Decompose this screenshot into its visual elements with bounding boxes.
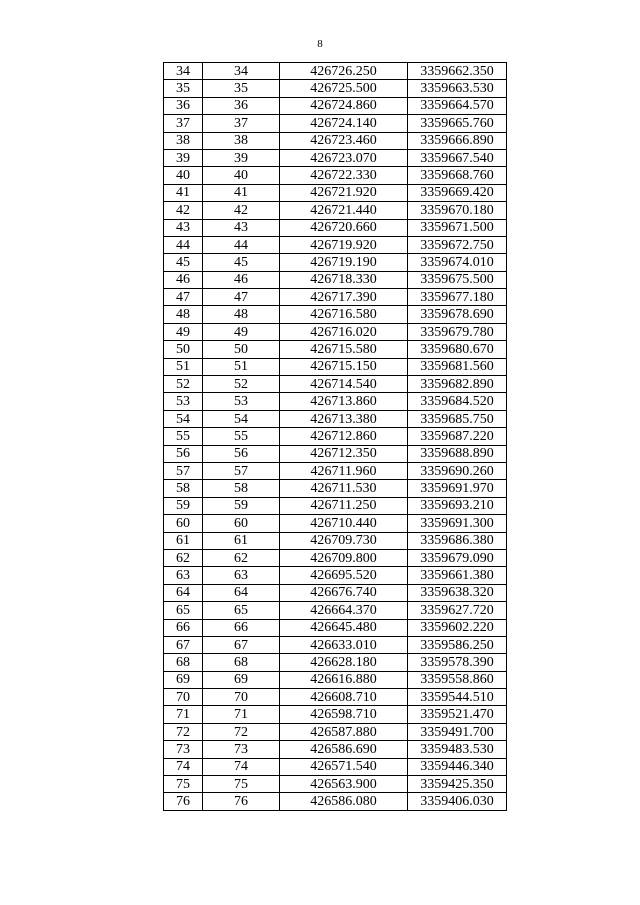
- row-index-cell: 59: [164, 497, 203, 514]
- y-coordinate-cell: 3359602.220: [408, 619, 507, 636]
- point-number-cell: 51: [203, 358, 280, 375]
- table-row: [164, 654, 507, 671]
- row-index-cell: 42: [164, 202, 203, 219]
- point-number-cell: 41: [203, 184, 280, 201]
- y-coordinate-cell: 3359682.890: [408, 376, 507, 393]
- row-index-cell: 51: [164, 358, 203, 375]
- y-coordinate-cell: 3359671.500: [408, 219, 507, 236]
- y-coordinate-cell: 3359544.510: [408, 689, 507, 706]
- x-coordinate-cell: 426711.960: [280, 462, 408, 479]
- row-index-cell: 35: [164, 80, 203, 97]
- y-coordinate-cell: 3359679.090: [408, 549, 507, 566]
- point-number-cell: 44: [203, 236, 280, 253]
- coordinates-table-body: [164, 63, 507, 811]
- point-number-cell: 61: [203, 532, 280, 549]
- table-row: [164, 358, 507, 375]
- y-coordinate-cell: 3359406.030: [408, 793, 507, 810]
- row-index-cell: 52: [164, 376, 203, 393]
- row-index-cell: 75: [164, 776, 203, 793]
- table-row: [164, 619, 507, 636]
- row-index-cell: 58: [164, 480, 203, 497]
- point-number-cell: 62: [203, 549, 280, 566]
- y-coordinate-cell: 3359661.380: [408, 567, 507, 584]
- table-row: [164, 254, 507, 271]
- row-index-cell: 76: [164, 793, 203, 810]
- point-number-cell: 36: [203, 97, 280, 114]
- x-coordinate-cell: 426608.710: [280, 689, 408, 706]
- y-coordinate-cell: 3359685.750: [408, 410, 507, 427]
- table-row: [164, 80, 507, 97]
- table-row: [164, 671, 507, 688]
- table-row: [164, 584, 507, 601]
- table-row: [164, 497, 507, 514]
- point-number-cell: 48: [203, 306, 280, 323]
- x-coordinate-cell: 426724.860: [280, 97, 408, 114]
- y-coordinate-cell: 3359638.320: [408, 584, 507, 601]
- row-index-cell: 67: [164, 636, 203, 653]
- table-row: [164, 184, 507, 201]
- table-row: [164, 636, 507, 653]
- table-row: [164, 689, 507, 706]
- point-number-cell: 71: [203, 706, 280, 723]
- x-coordinate-cell: 426712.860: [280, 428, 408, 445]
- y-coordinate-cell: 3359670.180: [408, 202, 507, 219]
- x-coordinate-cell: 426719.920: [280, 236, 408, 253]
- y-coordinate-cell: 3359627.720: [408, 602, 507, 619]
- y-coordinate-cell: 3359674.010: [408, 254, 507, 271]
- point-number-cell: 72: [203, 723, 280, 740]
- x-coordinate-cell: 426664.370: [280, 602, 408, 619]
- table-row: [164, 462, 507, 479]
- x-coordinate-cell: 426716.020: [280, 323, 408, 340]
- point-number-cell: 47: [203, 289, 280, 306]
- point-number-cell: 58: [203, 480, 280, 497]
- point-number-cell: 73: [203, 741, 280, 758]
- y-coordinate-cell: 3359690.260: [408, 462, 507, 479]
- table-row: [164, 532, 507, 549]
- table-row: [164, 793, 507, 810]
- y-coordinate-cell: 3359691.970: [408, 480, 507, 497]
- row-index-cell: 74: [164, 758, 203, 775]
- table-row: [164, 706, 507, 723]
- point-number-cell: 50: [203, 341, 280, 358]
- x-coordinate-cell: 426695.520: [280, 567, 408, 584]
- table-row: [164, 741, 507, 758]
- y-coordinate-cell: 3359677.180: [408, 289, 507, 306]
- x-coordinate-cell: 426717.390: [280, 289, 408, 306]
- x-coordinate-cell: 426710.440: [280, 515, 408, 532]
- row-index-cell: 64: [164, 584, 203, 601]
- point-number-cell: 43: [203, 219, 280, 236]
- y-coordinate-cell: 3359558.860: [408, 671, 507, 688]
- point-number-cell: 52: [203, 376, 280, 393]
- table-row: [164, 323, 507, 340]
- row-index-cell: 53: [164, 393, 203, 410]
- table-row: [164, 149, 507, 166]
- table-row: [164, 236, 507, 253]
- table-row: [164, 602, 507, 619]
- row-index-cell: 57: [164, 462, 203, 479]
- x-coordinate-cell: 426711.530: [280, 480, 408, 497]
- row-index-cell: 38: [164, 132, 203, 149]
- y-coordinate-cell: 3359491.700: [408, 723, 507, 740]
- row-index-cell: 34: [164, 63, 203, 80]
- table-row: [164, 63, 507, 80]
- table-row: [164, 306, 507, 323]
- row-index-cell: 68: [164, 654, 203, 671]
- row-index-cell: 37: [164, 115, 203, 132]
- y-coordinate-cell: 3359686.380: [408, 532, 507, 549]
- row-index-cell: 71: [164, 706, 203, 723]
- x-coordinate-cell: 426721.920: [280, 184, 408, 201]
- x-coordinate-cell: 426711.250: [280, 497, 408, 514]
- table-row: [164, 480, 507, 497]
- row-index-cell: 66: [164, 619, 203, 636]
- table-row: [164, 723, 507, 740]
- point-number-cell: 76: [203, 793, 280, 810]
- x-coordinate-cell: 426715.150: [280, 358, 408, 375]
- row-index-cell: 47: [164, 289, 203, 306]
- point-number-cell: 65: [203, 602, 280, 619]
- y-coordinate-cell: 3359666.890: [408, 132, 507, 149]
- x-coordinate-cell: 426718.330: [280, 271, 408, 288]
- y-coordinate-cell: 3359521.470: [408, 706, 507, 723]
- table-row: [164, 202, 507, 219]
- x-coordinate-cell: 426715.580: [280, 341, 408, 358]
- point-number-cell: 60: [203, 515, 280, 532]
- row-index-cell: 46: [164, 271, 203, 288]
- table-row: [164, 428, 507, 445]
- table-row: [164, 515, 507, 532]
- point-number-cell: 53: [203, 393, 280, 410]
- y-coordinate-cell: 3359678.690: [408, 306, 507, 323]
- table-row: [164, 132, 507, 149]
- x-coordinate-cell: 426713.860: [280, 393, 408, 410]
- row-index-cell: 45: [164, 254, 203, 271]
- x-coordinate-cell: 426633.010: [280, 636, 408, 653]
- point-number-cell: 68: [203, 654, 280, 671]
- point-number-cell: 57: [203, 462, 280, 479]
- point-number-cell: 54: [203, 410, 280, 427]
- table-row: [164, 776, 507, 793]
- point-number-cell: 64: [203, 584, 280, 601]
- row-index-cell: 73: [164, 741, 203, 758]
- table-row: [164, 549, 507, 566]
- y-coordinate-cell: 3359680.670: [408, 341, 507, 358]
- y-coordinate-cell: 3359675.500: [408, 271, 507, 288]
- point-number-cell: 45: [203, 254, 280, 271]
- y-coordinate-cell: 3359687.220: [408, 428, 507, 445]
- x-coordinate-cell: 426726.250: [280, 63, 408, 80]
- row-index-cell: 44: [164, 236, 203, 253]
- y-coordinate-cell: 3359483.530: [408, 741, 507, 758]
- y-coordinate-cell: 3359672.750: [408, 236, 507, 253]
- point-number-cell: 66: [203, 619, 280, 636]
- row-index-cell: 50: [164, 341, 203, 358]
- row-index-cell: 60: [164, 515, 203, 532]
- row-index-cell: 54: [164, 410, 203, 427]
- row-index-cell: 48: [164, 306, 203, 323]
- row-index-cell: 55: [164, 428, 203, 445]
- row-index-cell: 43: [164, 219, 203, 236]
- table-row: [164, 567, 507, 584]
- x-coordinate-cell: 426713.380: [280, 410, 408, 427]
- x-coordinate-cell: 426723.070: [280, 149, 408, 166]
- row-index-cell: 72: [164, 723, 203, 740]
- y-coordinate-cell: 3359681.560: [408, 358, 507, 375]
- y-coordinate-cell: 3359446.340: [408, 758, 507, 775]
- table-row: [164, 445, 507, 462]
- table-row: [164, 271, 507, 288]
- row-index-cell: 62: [164, 549, 203, 566]
- x-coordinate-cell: 426709.800: [280, 549, 408, 566]
- coordinates-table: [163, 62, 507, 811]
- y-coordinate-cell: 3359665.760: [408, 115, 507, 132]
- page-number: 8: [317, 38, 323, 50]
- x-coordinate-cell: 426720.660: [280, 219, 408, 236]
- x-coordinate-cell: 426721.440: [280, 202, 408, 219]
- x-coordinate-cell: 426724.140: [280, 115, 408, 132]
- x-coordinate-cell: 426587.880: [280, 723, 408, 740]
- y-coordinate-cell: 3359668.760: [408, 167, 507, 184]
- row-index-cell: 56: [164, 445, 203, 462]
- x-coordinate-cell: 426628.180: [280, 654, 408, 671]
- point-number-cell: 40: [203, 167, 280, 184]
- row-index-cell: 36: [164, 97, 203, 114]
- row-index-cell: 41: [164, 184, 203, 201]
- y-coordinate-cell: 3359669.420: [408, 184, 507, 201]
- y-coordinate-cell: 3359586.250: [408, 636, 507, 653]
- point-number-cell: 70: [203, 689, 280, 706]
- row-index-cell: 39: [164, 149, 203, 166]
- row-index-cell: 61: [164, 532, 203, 549]
- table-row: [164, 341, 507, 358]
- point-number-cell: 74: [203, 758, 280, 775]
- x-coordinate-cell: 426571.540: [280, 758, 408, 775]
- point-number-cell: 55: [203, 428, 280, 445]
- point-number-cell: 59: [203, 497, 280, 514]
- y-coordinate-cell: 3359667.540: [408, 149, 507, 166]
- row-index-cell: 69: [164, 671, 203, 688]
- x-coordinate-cell: 426598.710: [280, 706, 408, 723]
- table-row: [164, 97, 507, 114]
- point-number-cell: 34: [203, 63, 280, 80]
- x-coordinate-cell: 426586.690: [280, 741, 408, 758]
- point-number-cell: 37: [203, 115, 280, 132]
- table-row: [164, 410, 507, 427]
- point-number-cell: 75: [203, 776, 280, 793]
- x-coordinate-cell: 426676.740: [280, 584, 408, 601]
- x-coordinate-cell: 426723.460: [280, 132, 408, 149]
- point-number-cell: 56: [203, 445, 280, 462]
- point-number-cell: 67: [203, 636, 280, 653]
- point-number-cell: 39: [203, 149, 280, 166]
- y-coordinate-cell: 3359693.210: [408, 497, 507, 514]
- y-coordinate-cell: 3359691.300: [408, 515, 507, 532]
- point-number-cell: 49: [203, 323, 280, 340]
- x-coordinate-cell: 426586.080: [280, 793, 408, 810]
- table-row: [164, 393, 507, 410]
- row-index-cell: 63: [164, 567, 203, 584]
- x-coordinate-cell: 426725.500: [280, 80, 408, 97]
- x-coordinate-cell: 426716.580: [280, 306, 408, 323]
- y-coordinate-cell: 3359578.390: [408, 654, 507, 671]
- y-coordinate-cell: 3359684.520: [408, 393, 507, 410]
- x-coordinate-cell: 426616.880: [280, 671, 408, 688]
- y-coordinate-cell: 3359679.780: [408, 323, 507, 340]
- y-coordinate-cell: 3359662.350: [408, 63, 507, 80]
- x-coordinate-cell: 426719.190: [280, 254, 408, 271]
- row-index-cell: 65: [164, 602, 203, 619]
- point-number-cell: 46: [203, 271, 280, 288]
- row-index-cell: 49: [164, 323, 203, 340]
- x-coordinate-cell: 426722.330: [280, 167, 408, 184]
- point-number-cell: 38: [203, 132, 280, 149]
- x-coordinate-cell: 426645.480: [280, 619, 408, 636]
- x-coordinate-cell: 426563.900: [280, 776, 408, 793]
- y-coordinate-cell: 3359663.530: [408, 80, 507, 97]
- row-index-cell: 70: [164, 689, 203, 706]
- point-number-cell: 63: [203, 567, 280, 584]
- x-coordinate-cell: 426712.350: [280, 445, 408, 462]
- point-number-cell: 69: [203, 671, 280, 688]
- y-coordinate-cell: 3359688.890: [408, 445, 507, 462]
- table-row: [164, 376, 507, 393]
- x-coordinate-cell: 426714.540: [280, 376, 408, 393]
- table-row: [164, 115, 507, 132]
- x-coordinate-cell: 426709.730: [280, 532, 408, 549]
- point-number-cell: 42: [203, 202, 280, 219]
- y-coordinate-cell: 3359664.570: [408, 97, 507, 114]
- table-row: [164, 758, 507, 775]
- table-row: [164, 167, 507, 184]
- table-row: [164, 289, 507, 306]
- point-number-cell: 35: [203, 80, 280, 97]
- row-index-cell: 40: [164, 167, 203, 184]
- table-row: [164, 219, 507, 236]
- y-coordinate-cell: 3359425.350: [408, 776, 507, 793]
